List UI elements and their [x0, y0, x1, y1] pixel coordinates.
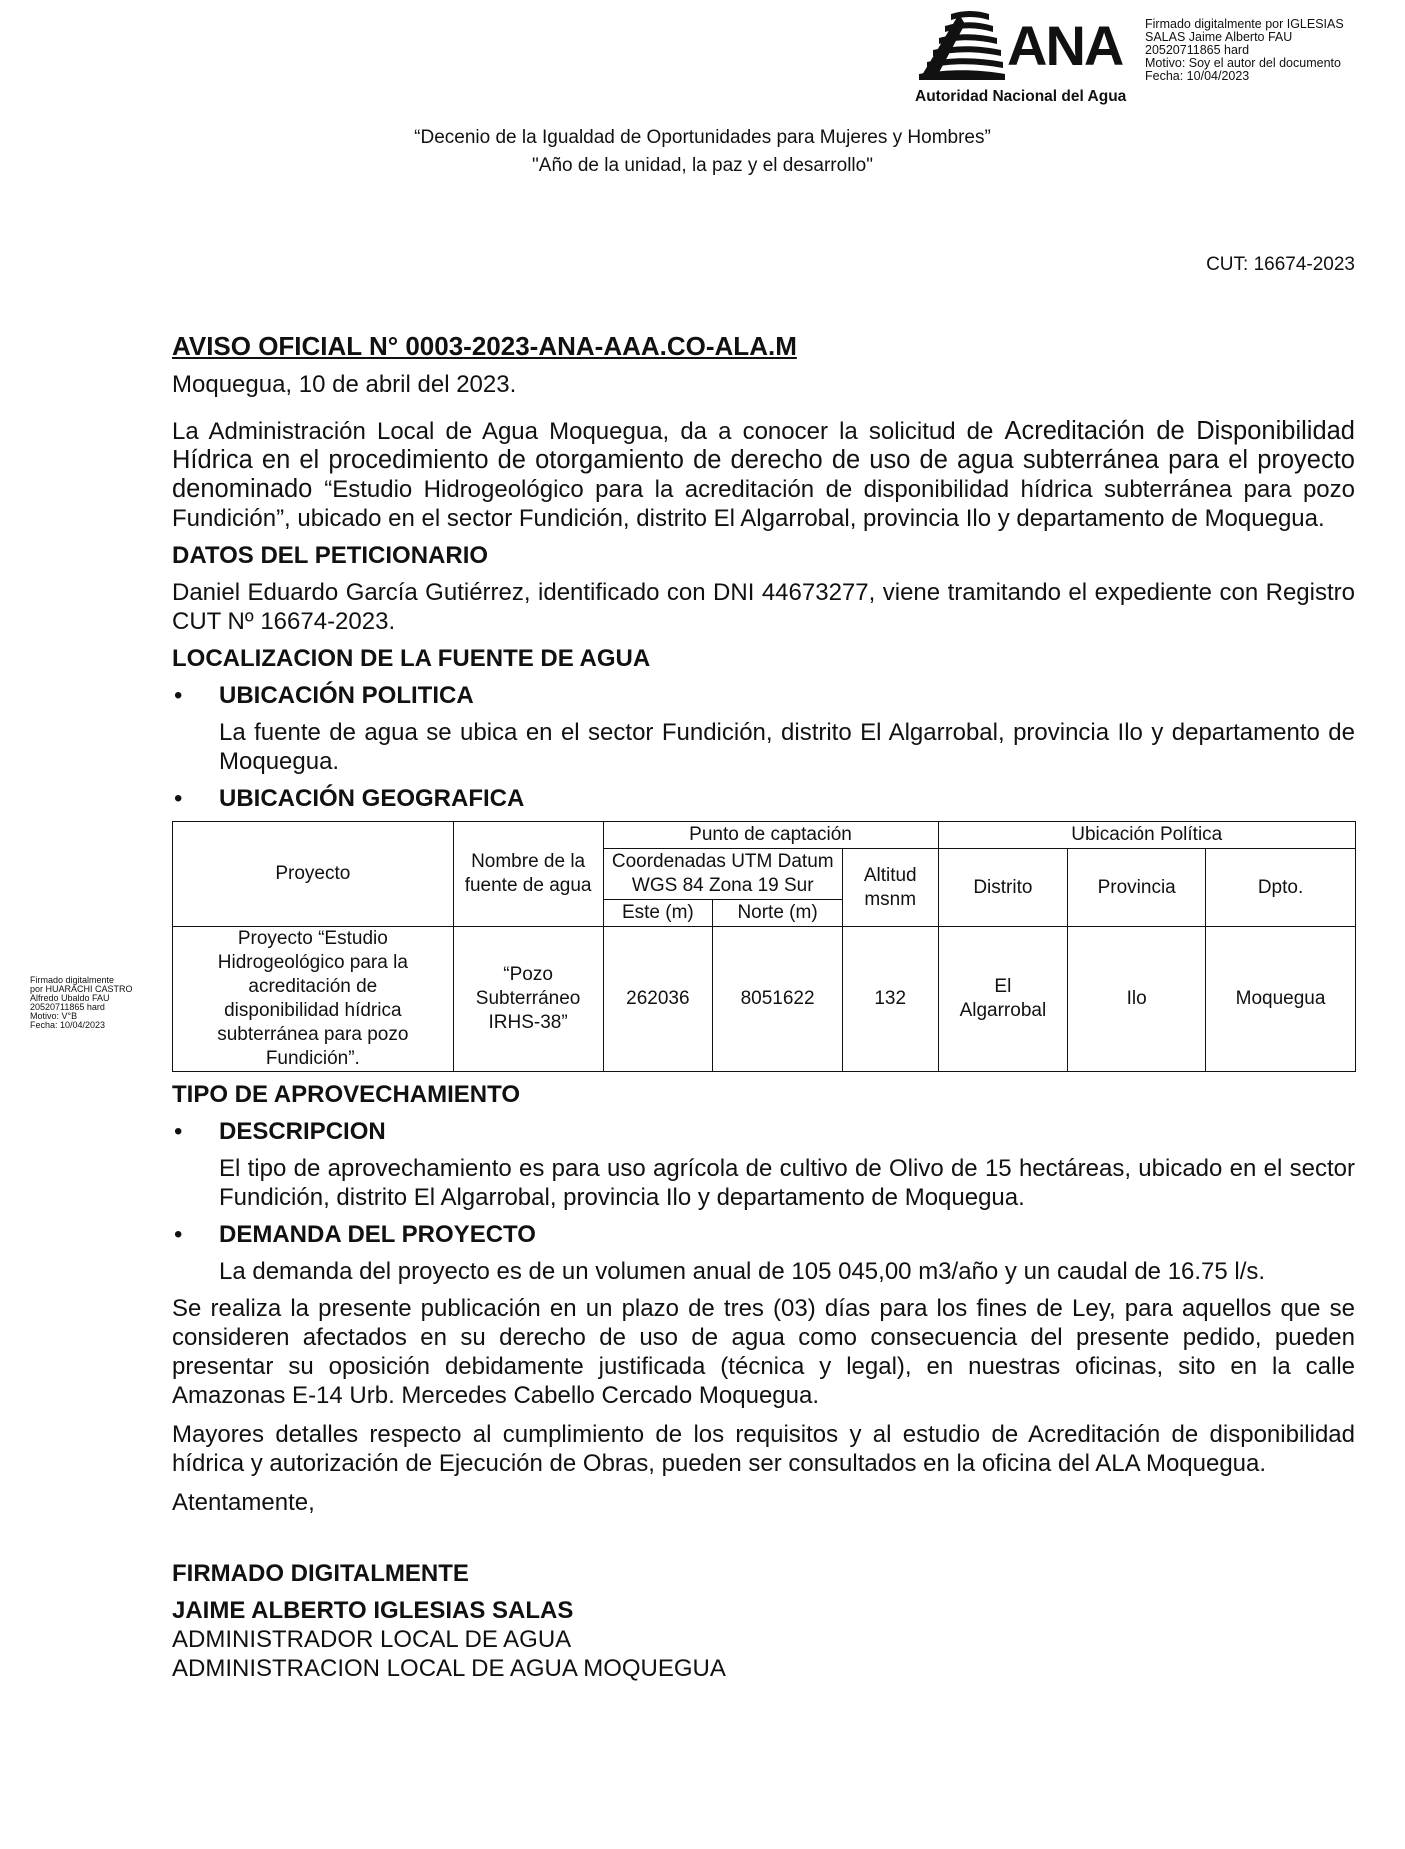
- cell-provincia: Ilo: [1068, 927, 1206, 1072]
- date-line: Moquegua, 10 de abril del 2023.: [172, 371, 517, 398]
- table-row: [173, 927, 1356, 1072]
- signer-role: ADMINISTRADOR LOCAL DE AGUA: [172, 1626, 572, 1653]
- signature-line: Firmado digitalmente por IGLESIAS: [1145, 17, 1344, 31]
- cell-este: 262036: [603, 927, 713, 1072]
- bullet-geografica: [172, 784, 1355, 813]
- heading-localizacion: LOCALIZACION DE LA FUENTE DE AGUA: [172, 645, 651, 672]
- header-nombre-fuente: Nombre de la fuente de agua: [453, 822, 603, 927]
- bullet-demanda-label: DEMANDA DEL PROYECTO: [219, 1221, 536, 1248]
- header-ubicacion-politica: Ubicación Política: [938, 822, 1356, 849]
- bullet-dot-icon: •: [174, 1118, 183, 1145]
- intro-part-b: Acreditación de Disponibilidad Hídrica en el procedimiento de otorgamiento de derecho de uso de agua subterránea para el proyecto denominado: [172, 417, 1355, 503]
- motto-line-1: “Decenio de la Igualdad de Oportunidades para Mujeres y Hombres”: [414, 127, 991, 148]
- heading-tipo-aprovechamiento: TIPO DE APROVECHAMIENTO: [172, 1081, 521, 1108]
- publicacion-paragraph: Se realiza la presente publicación en un plazo de tres (03) días para los fines de Ley, para aquellos que se consideren afectados en su derecho de uso de agua como consecuencia del presente pedido, pueden presentar su oposición debidamente justificada (técnica y legal), en nuestras oficinas, sito en la calle Amazonas E-14 Urb. Mercedes Cabello Cercado Moquegua.: [172, 1295, 1355, 1409]
- motto-line-2: "Año de la unidad, la paz y el desarrollo": [532, 155, 873, 176]
- heading-peticionario: DATOS DEL PETICIONARIO: [172, 542, 489, 569]
- motto: [0, 124, 1405, 180]
- ana-emblem-icon: [915, 10, 1005, 80]
- signature-line: Motivo: Soy el autor del documento: [1145, 56, 1341, 70]
- closing: Atentamente,: [172, 1489, 315, 1516]
- header-provincia: Provincia: [1068, 849, 1206, 927]
- demanda-paragraph: La demanda del proyecto es de un volumen anual de 105 045,00 m3/año y un caudal de 16.75 l/s.: [219, 1258, 1266, 1285]
- header-proyecto: Proyecto: [173, 822, 454, 927]
- header-dpto: Dpto.: [1206, 849, 1356, 927]
- politica-paragraph: La fuente de agua se ubica en el sector Fundición, distrito El Algarrobal, provincia Ilo y departamento de Moquegua.: [219, 719, 1355, 775]
- side-signature-line: Firmado digitalmente: [30, 975, 115, 985]
- side-signature-line: Fecha: 10/04/2023: [30, 1020, 106, 1030]
- signature-line: Fecha: 10/04/2023: [1145, 69, 1250, 83]
- side-signature-stamp: [30, 976, 150, 1030]
- bullet-descripcion: [172, 1117, 1355, 1146]
- header-punto-captacion: Punto de captación: [603, 822, 938, 849]
- ana-logo: [915, 6, 1140, 106]
- logo-subtitle: Autoridad Nacional del Agua: [915, 88, 1127, 105]
- side-signature-line: 20520711865 hard: [30, 1002, 105, 1012]
- cell-dpto: Moquegua: [1206, 927, 1356, 1072]
- signature-line: 20520711865 hard: [1145, 43, 1250, 57]
- bullet-descripcion-label: DESCRIPCION: [219, 1118, 386, 1145]
- side-signature-line: Alfredo Ubaldo FAU: [30, 993, 110, 1003]
- bullet-geografica-label: UBICACIÓN GEOGRAFICA: [219, 785, 525, 812]
- table-header-row: [173, 822, 1356, 849]
- side-signature-line: Motivo: V°B: [30, 1011, 78, 1021]
- cell-nombre-fuente: “Pozo Subterráneo IRHS-38”: [453, 927, 603, 1072]
- intro-paragraph: [172, 417, 1355, 533]
- document-title: AVISO OFICIAL N° 0003-2023-ANA-AAA.CO-ALA.M: [172, 331, 797, 361]
- intro-part-a: La Administración Local de Agua Moquegua, da a conocer la solicitud de: [172, 418, 1005, 445]
- document-body: [172, 330, 1355, 1683]
- bullet-demanda: [172, 1220, 1355, 1249]
- geographic-location-table: [172, 821, 1356, 1072]
- peticionario-paragraph: Daniel Eduardo García Gutiérrez, identificado con DNI 44673277, viene tramitando el expediente con Registro CUT Nº 16674-2023.: [172, 579, 1355, 635]
- header-norte: Norte (m): [713, 900, 843, 927]
- header-este: Este (m): [603, 900, 713, 927]
- bullet-dot-icon: •: [174, 682, 183, 709]
- firmado-digitalmente: FIRMADO DIGITALMENTE: [172, 1560, 469, 1587]
- cell-altitud: 132: [842, 927, 938, 1072]
- logo-text: ANA: [1007, 14, 1123, 77]
- signer-office: ADMINISTRACION LOCAL DE AGUA MOQUEGUA: [172, 1655, 726, 1682]
- signature-line: SALAS Jaime Alberto FAU: [1145, 30, 1293, 44]
- cell-proyecto: Proyecto “Estudio Hidrogeológico para la acreditación de disponibilidad hídrica subterránea para pozo Fundición”.: [173, 927, 454, 1072]
- cell-distrito: El Algarrobal: [938, 927, 1068, 1072]
- cut-number: CUT: 16674-2023: [1206, 254, 1355, 275]
- digital-signature-stamp: [1145, 18, 1403, 83]
- bullet-politica: [172, 681, 1355, 710]
- bullet-politica-label: UBICACIÓN POLITICA: [219, 682, 474, 709]
- cell-norte: 8051622: [713, 927, 843, 1072]
- header-altitud: Altitud msnm: [842, 849, 938, 927]
- side-signature-line: por HUARACHI CASTRO: [30, 984, 133, 994]
- descripcion-paragraph: El tipo de aprovechamiento es para uso agrícola de cultivo de Olivo de 15 hectáreas, ubicado en el sector Fundición, distrito El Algarrobal, provincia Ilo y departamento de Moquegua.: [219, 1155, 1355, 1211]
- intro-part-c: “Estudio Hidrogeológico para la acreditación de disponibilidad hídrica subterránea para pozo Fundición”, ubicado en el sector Fundición, distrito El Algarrobal, provincia Ilo y departamento de Moquegua.: [172, 476, 1355, 532]
- header-distrito: Distrito: [938, 849, 1068, 927]
- header-coordenadas: Coordenadas UTM Datum WGS 84 Zona 19 Sur: [603, 849, 842, 900]
- bullet-dot-icon: •: [174, 785, 183, 812]
- signer-name: JAIME ALBERTO IGLESIAS SALAS: [172, 1597, 574, 1624]
- mayores-detalles-paragraph: Mayores detalles respecto al cumplimiento de los requisitos y al estudio de Acreditación de disponibilidad hídrica y autorización de Ejecución de Obras, pueden ser consultados en la oficina del ALA Moquegua.: [172, 1421, 1355, 1477]
- bullet-dot-icon: •: [174, 1221, 183, 1248]
